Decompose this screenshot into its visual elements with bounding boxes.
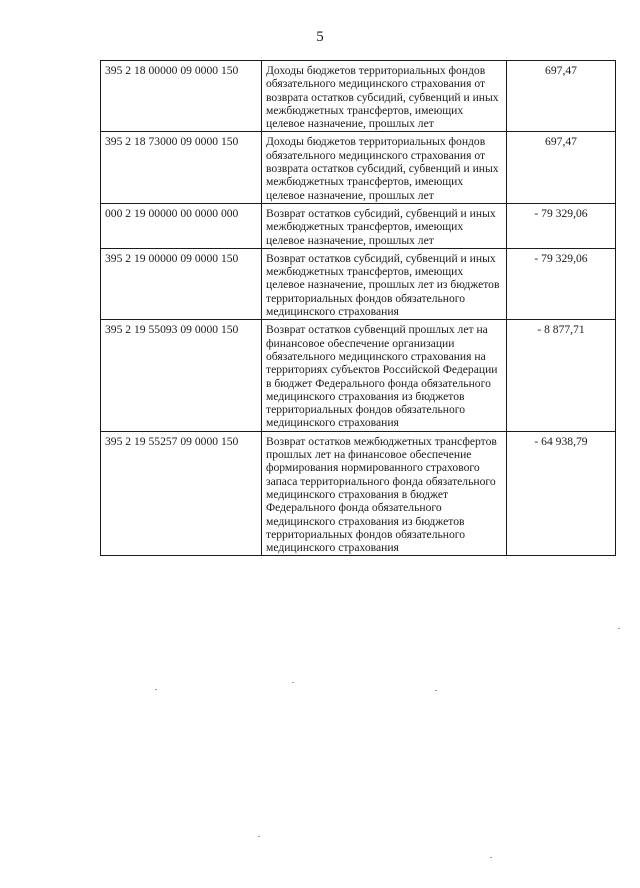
table-row <box>101 61 616 132</box>
budget-classification-code: 395 2 18 73000 09 0000 150 <box>101 132 262 203</box>
amount: 697,47 <box>507 61 616 132</box>
budget-classification-code: 395 2 19 55093 09 0000 150 <box>101 320 262 431</box>
table-row <box>101 203 616 248</box>
budget-classification-code: 395 2 19 00000 09 0000 150 <box>101 248 262 319</box>
amount: - 8 877,71 <box>507 320 616 431</box>
amount: - 79 329,06 <box>507 203 616 248</box>
revenue-name: Возврат остатков субвенций прошлых лет на финансовое обеспечение организации обязательного медицинского страхования на территориях субъектов Российской Федерации в бюджет Федерального фонда обязательного медицинского страхования из бюджетов территориальных фондов обязательного медицинского страхования <box>262 320 507 431</box>
amount: 697,47 <box>507 132 616 203</box>
table-row <box>101 431 616 556</box>
table-row <box>101 320 616 431</box>
budget-classification-code: 395 2 19 55257 09 0000 150 <box>101 431 262 556</box>
table-row <box>101 132 616 203</box>
amount: - 64 938,79 <box>507 431 616 556</box>
scan-speck <box>618 628 620 629</box>
page-number: 5 <box>316 29 324 45</box>
budget-revenue-table <box>100 60 616 556</box>
budget-classification-code: 395 2 18 00000 09 0000 150 <box>101 61 262 132</box>
amount: - 79 329,06 <box>507 248 616 319</box>
revenue-name: Возврат остатков межбюджетных трансфертов прошлых лет на финансовое обеспечение формирования нормированного страхового запаса территориального фонда обязательного медицинского страхования в бюджет Федерального фонда обязательного медицинского страхования из бюджетов территориальных фондов обязательного медицинского страхования <box>262 431 507 556</box>
revenue-name: Возврат остатков субсидий, субвенций и иных межбюджетных трансфертов, имеющих целевое назначение, прошлых лет из бюджетов территориальных фондов обязательного медицинского страхования <box>262 248 507 319</box>
scan-speck <box>435 690 437 691</box>
scan-speck <box>258 836 260 837</box>
scan-speck <box>292 682 294 683</box>
revenue-name: Доходы бюджетов территориальных фондов обязательного медицинского страхования от возврата остатков субсидий, субвенций и иных межбюджетных трансфертов, имеющих целевое назначение, прошлых лет <box>262 132 507 203</box>
revenue-name: Доходы бюджетов территориальных фондов обязательного медицинского страхования от возврата остатков субсидий, субвенций и иных межбюджетных трансфертов, имеющих целевое назначение, прошлых лет <box>262 61 507 132</box>
budget-classification-code: 000 2 19 00000 00 0000 000 <box>101 203 262 248</box>
table-row <box>101 248 616 319</box>
scan-speck <box>490 857 492 858</box>
scan-speck <box>155 689 157 690</box>
revenue-name: Возврат остатков субсидий, субвенций и иных межбюджетных трансфертов, имеющих целевое назначение, прошлых лет <box>262 203 507 248</box>
